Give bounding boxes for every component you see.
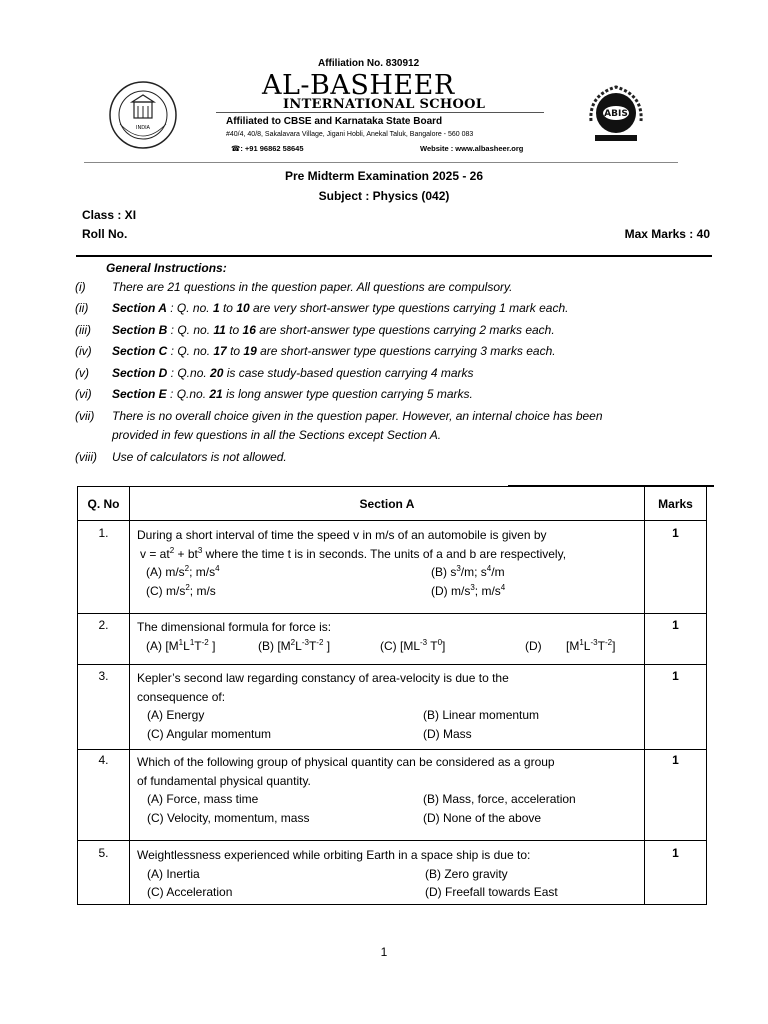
exam-title: Pre Midterm Examination 2025 - 26 xyxy=(284,169,484,183)
option-b: (B) Linear momentum xyxy=(423,708,540,722)
school-address: #40/4, 40/8, Sakalavara Village, Jigani Hobli, Anekal Taluk, Bangalore - 560 083 xyxy=(226,131,474,138)
question-marks: 1 xyxy=(645,750,707,841)
question-text: consequence of: xyxy=(137,689,226,704)
affiliation-board: Affiliated to CBSE and Karnataka State Board xyxy=(226,116,443,127)
roll-number-label: Roll No. xyxy=(82,227,128,241)
section-a-table xyxy=(77,486,707,905)
options-row xyxy=(137,883,644,902)
page-number: 1 xyxy=(380,945,388,959)
max-marks: Max Marks : 40 xyxy=(624,227,710,241)
option-d: (D) $m/s^3$; $m/s^4$ xyxy=(431,582,506,598)
options-row xyxy=(137,725,644,744)
options-row xyxy=(137,563,644,582)
cbse-logo xyxy=(108,80,178,150)
option-d: (D) Freefall towards East xyxy=(425,885,558,899)
option-d: (D) None of the above xyxy=(423,810,542,825)
question-text: The dimensional formula for force is: xyxy=(137,620,332,634)
option-c: (C) $m/s^2$; m/s xyxy=(146,582,216,598)
option-d: (D) xyxy=(525,638,542,653)
table-row xyxy=(78,521,707,614)
header-qno: Q. No xyxy=(78,487,130,521)
question-marks: 1 xyxy=(645,841,707,905)
logo-abis-text: ABIS xyxy=(604,109,628,119)
option-a: (A) Inertia xyxy=(147,866,200,881)
phone-icon: ☎ xyxy=(231,144,241,153)
options-row xyxy=(137,790,644,809)
question-marks: 1 xyxy=(645,521,707,614)
question-text: Kepler’s second law regarding constancy of area-velocity is due to the xyxy=(137,671,509,685)
question-number: 3. xyxy=(78,665,130,750)
instructions-rule xyxy=(76,255,712,257)
question-number: 1. xyxy=(78,521,130,614)
option-a: (A) Force, mass time xyxy=(147,792,259,806)
school-phone: ☎: +91 96862 58645 xyxy=(231,144,304,153)
option-b: (B) $s^3/m$; $s^4/m$ xyxy=(431,564,505,579)
question-marks: 1 xyxy=(645,614,707,665)
question-body xyxy=(130,841,645,905)
school-website: Website : www.albasheer.org xyxy=(420,144,524,153)
question-number: 5. xyxy=(78,841,130,905)
option-d: (D) Mass xyxy=(423,726,472,741)
option-c: (C) Angular momentum xyxy=(147,726,272,741)
question-body xyxy=(130,665,645,750)
header-marks: Marks xyxy=(645,487,707,521)
option-c: (C) Velocity, momentum, mass xyxy=(147,810,310,825)
header-divider xyxy=(216,112,544,113)
option-a: (A) Energy xyxy=(147,708,205,722)
table-row xyxy=(78,614,707,665)
question-text: $v = at^2 + bt^3$ where the time t is in seconds. The units of a and b are respectively, xyxy=(140,545,567,561)
table-row xyxy=(78,665,707,750)
general-instructions-title: General Instructions: xyxy=(106,261,227,275)
table-header-row xyxy=(78,487,707,521)
option-d-value: $[M^1L^{-3}T^{-2}]$ xyxy=(566,637,616,653)
option-b: (B) Mass, force, acceleration xyxy=(423,792,576,806)
affiliation-number: Affiliation No. 830912 xyxy=(318,58,420,69)
question-text: Weightlessness experienced while orbiting Earth in a space ship is due to: xyxy=(137,848,531,862)
question-text: of fundamental physical quantity. xyxy=(137,773,311,788)
options-row xyxy=(137,582,644,601)
header-rule xyxy=(84,162,678,163)
option-a: (A) $m/s^2$; $m/s^4$ xyxy=(146,564,220,579)
options-row xyxy=(137,637,644,656)
question-body xyxy=(130,521,645,614)
option-c: (C) [$ML^{-3}$ $T^0$] xyxy=(380,637,446,653)
logo-motto: INDIA xyxy=(136,125,150,131)
question-text: Which of the following group of physical quantity can be considered as a group xyxy=(137,755,555,769)
option-b: (B) [$M^2L^{-3}T^{-2}$ ] xyxy=(258,637,331,653)
options-row xyxy=(137,865,644,884)
class-label: Class : XI xyxy=(82,208,137,222)
question-body xyxy=(130,750,645,841)
options-row xyxy=(137,809,644,828)
exam-subject: Subject : Physics (042) xyxy=(318,189,450,203)
option-b: (B) Zero gravity xyxy=(425,866,508,881)
question-body xyxy=(130,614,645,665)
school-name: AL-BASHEER xyxy=(262,70,455,101)
question-marks: 1 xyxy=(645,665,707,750)
header-section: Section A xyxy=(130,487,645,521)
option-a: (A) [$M^1L^1T^{-2}$ ] xyxy=(146,637,216,653)
table-row xyxy=(78,841,707,905)
abis-logo xyxy=(583,81,649,147)
question-number: 4. xyxy=(78,750,130,841)
school-subtitle: INTERNATIONAL SCHOOL xyxy=(283,97,486,112)
table-row xyxy=(78,750,707,841)
option-c: (C) Acceleration xyxy=(147,885,233,899)
options-row xyxy=(137,706,644,725)
question-text: During a short interval of time the speed v in m/s of an automobile is given by xyxy=(137,528,547,542)
question-number: 2. xyxy=(78,614,130,665)
